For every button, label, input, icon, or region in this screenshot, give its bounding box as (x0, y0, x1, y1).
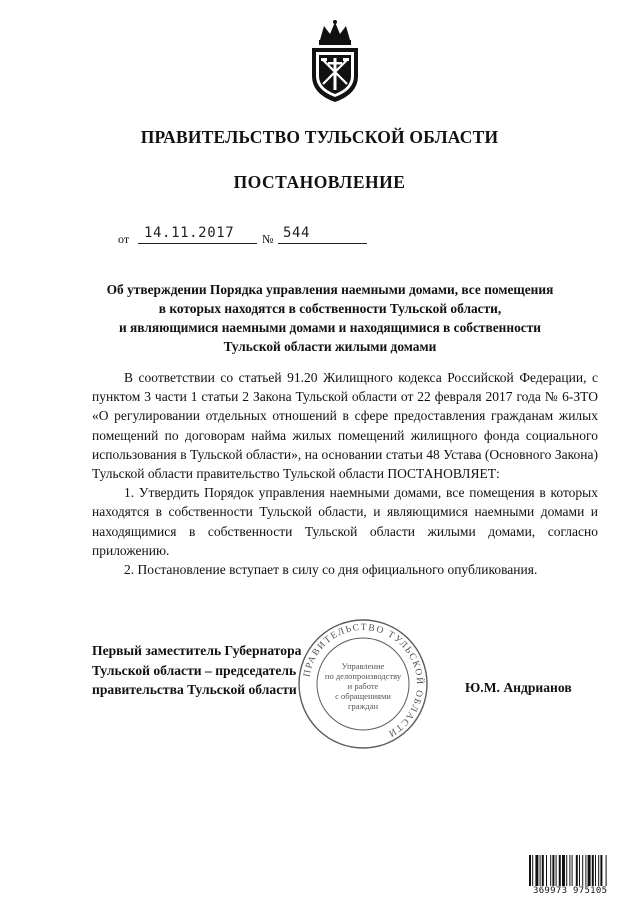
document-subject (70, 280, 590, 356)
signatory-position-line: Первый заместитель Губернатора (92, 643, 302, 658)
signatory-position (92, 641, 301, 700)
signatory-position-line: Тульской области – председатель (92, 662, 297, 678)
government-title: ПРАВИТЕЛЬСТВО ТУЛЬСКОЙ ОБЛАСТИ (140, 127, 499, 147)
document-kind: ПОСТАНОВЛЕНИЕ (233, 172, 406, 192)
date-underline (138, 243, 257, 244)
subject-line: в которых находятся в собственности Тульской области, (158, 301, 502, 316)
number-underline (278, 243, 367, 244)
stamp-line: и работе (347, 681, 379, 691)
stamp-line: по делопроизводству (324, 671, 402, 681)
stamp-line: с обращениями (335, 691, 391, 701)
date-label: от (118, 232, 130, 246)
barcode-number: 369973 975105 (533, 886, 608, 896)
subject-line: и являющимися наемными домами и находящимися в собственности (118, 320, 542, 335)
stamp-line: Управление (341, 661, 385, 671)
stamp-ring-text: ПРАВИТЕЛЬСТВО ТУЛЬСКОЙ ОБЛАСТИ (302, 622, 425, 739)
signatory-name: Ю.М. Андрианов (465, 680, 572, 695)
body-paragraph: В соответствии со статьей 91.20 Жилищного кодекса Российской Федерации, с пунктом 3 части 1 статьи 2 Закона Тульской области от 22 февраля 2017 года № 6-ЗТО «О регулировании отдельных отношений в сфере предоставления гражданам жилых помещений по договорам найма жилых помещений жилищного фонда социального использования в Тульской области», на основании статьи 48 Устава (Основного Закона) Тульской области правительство Тульской области ПОСТАНОВЛЯЕТ: (92, 370, 598, 482)
round-official-stamp-icon (296, 617, 430, 751)
body-paragraph: 1. Утвердить Порядок управления наемными домами, все помещения в которых находятся в собственности Тульской области, и являющимися наемными домами и находящимися в собственности Тульской области жилыми домами, согласно приложению. (92, 485, 598, 558)
tula-coat-of-arms-icon (306, 18, 364, 104)
document-date: 14.11.2017 (144, 225, 235, 241)
stamp-line: граждан (347, 701, 379, 711)
body-paragraph: 2. Постановление вступает в силу со дня официального опубликования. (124, 562, 538, 578)
subject-line: Тульской области жилыми домами (223, 339, 437, 354)
document-number: 544 (283, 225, 311, 241)
signatory-position-line: правительства Тульской области (92, 682, 297, 697)
subject-line: Об утверждении Порядка управления наемными домами, все помещения (106, 282, 554, 297)
document-body (92, 368, 598, 579)
number-label: № (262, 232, 274, 246)
